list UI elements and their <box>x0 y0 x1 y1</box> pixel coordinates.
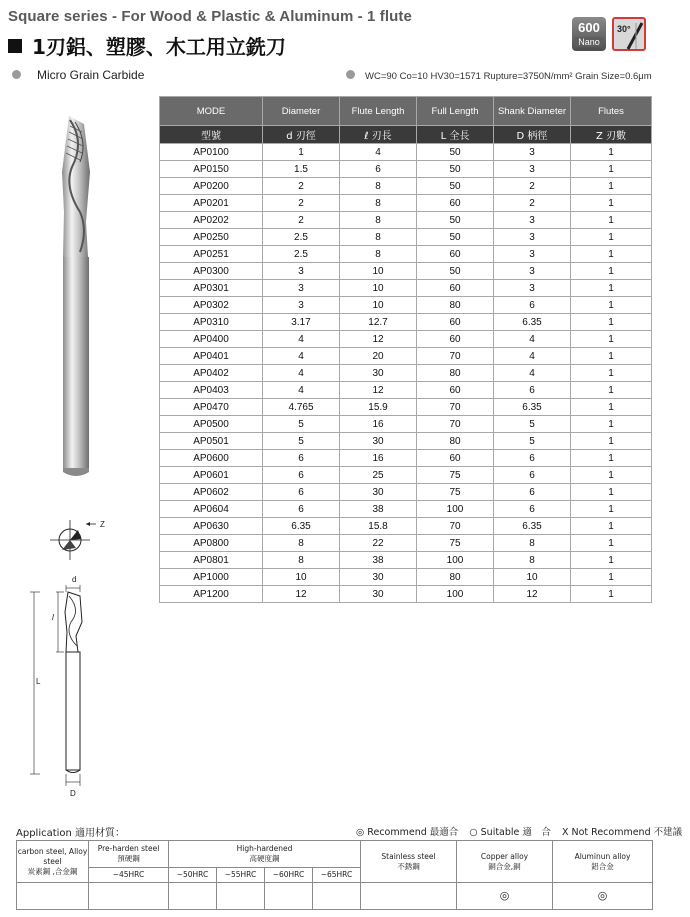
table-cell: 2.5 <box>263 246 340 263</box>
table-cell: 1 <box>571 280 652 297</box>
table-row <box>160 535 652 552</box>
table-cell: 1 <box>571 501 652 518</box>
material-header-row <box>17 841 653 868</box>
table-cell: 30 <box>340 433 417 450</box>
table-cell: 8 <box>263 535 340 552</box>
table-cell: AP0601 <box>160 467 263 484</box>
table-row <box>160 416 652 433</box>
table-row <box>160 314 652 331</box>
table-cell: 1 <box>571 212 652 229</box>
col-header-diameter-zh: d 刃徑 <box>263 126 340 144</box>
table-cell: AP0202 <box>160 212 263 229</box>
legend-suitable: ○ Suitable 適 合 <box>469 827 551 838</box>
hardness-55: ~55HRC <box>217 868 265 883</box>
table-cell: AP0301 <box>160 280 263 297</box>
col-header-flute-length: Flute Length <box>340 97 417 126</box>
material-carbon-steel: carbon steel, Alloy steel 炭素鋼 ,合金鋼 <box>17 841 89 883</box>
title-english: Square series - For Wood & Plastic & Aluminum - 1 flute <box>8 8 412 25</box>
table-cell: 1 <box>571 569 652 586</box>
specs-line <box>346 70 652 82</box>
table-cell: 3 <box>494 229 571 246</box>
hardness-65: ~65HRC <box>313 868 361 883</box>
table-cell: 6 <box>494 297 571 314</box>
table-cell: 6 <box>340 161 417 178</box>
rating-cell: ◎ <box>457 883 553 910</box>
table-cell: AP0400 <box>160 331 263 348</box>
material-high-hardened: High-hardened 高硬度鋼 <box>169 841 361 868</box>
table-cell: 2 <box>494 195 571 212</box>
table-cell: 4 <box>263 365 340 382</box>
table-cell: 3 <box>494 212 571 229</box>
table-cell: 1 <box>571 348 652 365</box>
table-cell: 1.5 <box>263 161 340 178</box>
table-row <box>160 450 652 467</box>
table-cell: 22 <box>340 535 417 552</box>
table-cell: AP1200 <box>160 586 263 603</box>
table-cell: 1 <box>571 518 652 535</box>
table-cell: 60 <box>417 280 494 297</box>
col-header-flute-length-zh: ℓ 刃長 <box>340 126 417 144</box>
table-cell: 6.35 <box>494 314 571 331</box>
table-cell: 1 <box>571 365 652 382</box>
application-table <box>16 840 653 910</box>
table-cell: 10 <box>263 569 340 586</box>
table-cell: 6 <box>494 484 571 501</box>
table-cell: 4 <box>494 365 571 382</box>
table-row <box>160 161 652 178</box>
table-cell: 6.35 <box>494 399 571 416</box>
col-header-full-length: Full Length <box>417 97 494 126</box>
table-cell: 80 <box>417 433 494 450</box>
table-row <box>160 144 652 161</box>
table-cell: 6.35 <box>263 518 340 535</box>
rating-cell <box>361 883 457 910</box>
col-header-shank-diameter-zh: D 柄徑 <box>494 126 571 144</box>
table-cell: 30 <box>340 586 417 603</box>
table-cell: 100 <box>417 501 494 518</box>
table-cell: 8 <box>340 178 417 195</box>
table-cell: AP0201 <box>160 195 263 212</box>
table-cell: 6 <box>494 467 571 484</box>
table-row <box>160 331 652 348</box>
table-row <box>160 569 652 586</box>
table-cell: 10 <box>340 263 417 280</box>
table-cell: 12 <box>263 586 340 603</box>
table-cell: 6 <box>494 450 571 467</box>
nano-value: 600 <box>578 20 600 35</box>
table-cell: 1 <box>571 161 652 178</box>
table-cell: 60 <box>417 331 494 348</box>
table-cell: 12.7 <box>340 314 417 331</box>
table-cell: AP0300 <box>160 263 263 280</box>
table-cell: 50 <box>417 229 494 246</box>
col-header-mode-zh: 型號 <box>160 126 263 144</box>
table-cell: 3 <box>494 144 571 161</box>
table-row <box>160 212 652 229</box>
rating-row <box>17 883 653 910</box>
table-cell: 3 <box>263 280 340 297</box>
table-row <box>160 382 652 399</box>
table-cell: 70 <box>417 348 494 365</box>
table-cell: 2.5 <box>263 229 340 246</box>
col-header-full-length-zh: L 全長 <box>417 126 494 144</box>
table-cell: 80 <box>417 569 494 586</box>
table-cell: 4 <box>263 348 340 365</box>
bullet-dot-icon <box>12 70 21 79</box>
rating-cell <box>17 883 89 910</box>
table-cell: 30 <box>340 484 417 501</box>
table-cell: 1 <box>571 246 652 263</box>
table-cell: AP0500 <box>160 416 263 433</box>
table-cell: 20 <box>340 348 417 365</box>
table-cell: 3 <box>263 297 340 314</box>
table-cell: 50 <box>417 144 494 161</box>
table-cell: AP0470 <box>160 399 263 416</box>
table-cell: 75 <box>417 484 494 501</box>
legend-recommend: ◎ Recommend 最適合 <box>356 827 459 838</box>
label-l: l <box>52 613 54 622</box>
table-cell: 6.35 <box>494 518 571 535</box>
table-row <box>160 348 652 365</box>
table-cell: 1 <box>571 144 652 161</box>
table-row <box>160 297 652 314</box>
table-row <box>160 365 652 382</box>
table-cell: 2 <box>263 178 340 195</box>
rating-cell <box>313 883 361 910</box>
col-header-diameter: Diameter <box>263 97 340 126</box>
table-cell: 1 <box>571 263 652 280</box>
table-cell: 1 <box>571 552 652 569</box>
table-cell: 5 <box>263 416 340 433</box>
table-cell: 3 <box>263 263 340 280</box>
table-cell: 3 <box>494 246 571 263</box>
table-header-row-en <box>160 97 652 126</box>
table-cell: 6 <box>263 484 340 501</box>
table-cell: AP0602 <box>160 484 263 501</box>
table-cell: 8 <box>340 246 417 263</box>
table-cell: 3 <box>494 161 571 178</box>
title-chinese <box>8 31 286 60</box>
table-cell: 70 <box>417 518 494 535</box>
table-cell: 8 <box>340 229 417 246</box>
table-cell: 2 <box>263 195 340 212</box>
table-cell: AP0150 <box>160 161 263 178</box>
table-cell: AP0600 <box>160 450 263 467</box>
table-header-row-zh <box>160 126 652 144</box>
col-header-flutes-zh: Z 刃數 <box>571 126 652 144</box>
table-row <box>160 229 652 246</box>
table-cell: 1 <box>571 433 652 450</box>
table-cell: 8 <box>340 212 417 229</box>
table-cell: 50 <box>417 178 494 195</box>
nano-label: Nano <box>575 37 603 47</box>
material-line <box>12 68 144 82</box>
label-d: d <box>72 575 77 584</box>
col-header-mode: MODE <box>160 97 263 126</box>
table-row <box>160 263 652 280</box>
legend-not-recommend: X Not Recommend 不建議 <box>561 827 683 838</box>
table-cell: 80 <box>417 365 494 382</box>
table-row <box>160 467 652 484</box>
hardness-45: ~45HRC <box>89 868 169 883</box>
table-cell: 1 <box>571 399 652 416</box>
table-cell: 50 <box>417 263 494 280</box>
table-cell: 30 <box>340 569 417 586</box>
table-row <box>160 552 652 569</box>
table-cell: 60 <box>417 382 494 399</box>
rating-cell <box>169 883 217 910</box>
table-cell: 6 <box>263 467 340 484</box>
material-pre-harden: Pre-harden steel 預硬鋼 <box>89 841 169 868</box>
table-cell: 2 <box>494 178 571 195</box>
table-cell: 15.9 <box>340 399 417 416</box>
table-cell: 50 <box>417 212 494 229</box>
table-cell: 1 <box>263 144 340 161</box>
table-cell: 4 <box>263 331 340 348</box>
table-cell: 2 <box>263 212 340 229</box>
table-cell: 6 <box>263 501 340 518</box>
table-cell: 8 <box>494 535 571 552</box>
end-mill-illustration <box>50 112 100 482</box>
table-cell: 10 <box>494 569 571 586</box>
table-cell: 70 <box>417 416 494 433</box>
table-cell: AP0302 <box>160 297 263 314</box>
spec-table <box>159 96 652 603</box>
table-row <box>160 518 652 535</box>
table-cell: AP0251 <box>160 246 263 263</box>
material-copper: Copper alloy 銅合金,銅 <box>457 841 553 883</box>
helix-angle-value: 30° <box>617 24 631 34</box>
table-cell: AP0630 <box>160 518 263 535</box>
table-cell: 38 <box>340 501 417 518</box>
table-cell: 1 <box>571 416 652 433</box>
table-cell: 4 <box>494 348 571 365</box>
table-cell: 5 <box>494 416 571 433</box>
title-chinese-text: 1刃鋁、塑膠、木工用立銑刀 <box>32 35 286 59</box>
table-cell: 6 <box>494 501 571 518</box>
table-row <box>160 433 652 450</box>
label-L: L <box>36 677 41 686</box>
table-cell: 8 <box>494 552 571 569</box>
table-cell: AP0250 <box>160 229 263 246</box>
table-cell: 6 <box>263 450 340 467</box>
table-row <box>160 246 652 263</box>
table-cell: 1 <box>571 535 652 552</box>
table-cell: 1 <box>571 450 652 467</box>
table-cell: 12 <box>340 331 417 348</box>
label-D: D <box>70 789 76 798</box>
table-cell: 75 <box>417 467 494 484</box>
table-cell: 70 <box>417 399 494 416</box>
table-cell: 1 <box>571 229 652 246</box>
label-z: Z <box>100 520 105 529</box>
table-cell: AP0402 <box>160 365 263 382</box>
col-header-shank-diameter: Shank Diameter <box>494 97 571 126</box>
table-cell: 1 <box>571 331 652 348</box>
nano-grade-badge <box>572 17 606 51</box>
dimension-diagram <box>28 512 138 802</box>
table-cell: 4 <box>263 382 340 399</box>
helix-angle-icon <box>614 19 648 53</box>
table-cell: AP0604 <box>160 501 263 518</box>
material-stainless: Stainless steel 不銹鋼 <box>361 841 457 883</box>
table-cell: 1 <box>571 195 652 212</box>
table-cell: AP0403 <box>160 382 263 399</box>
table-cell: 80 <box>417 297 494 314</box>
table-cell: AP0401 <box>160 348 263 365</box>
table-cell: AP0501 <box>160 433 263 450</box>
hardness-50: ~50HRC <box>169 868 217 883</box>
material-text: Micro Grain Carbide <box>37 68 145 82</box>
table-row <box>160 501 652 518</box>
table-row <box>160 195 652 212</box>
table-cell: 1 <box>571 484 652 501</box>
table-cell: 1 <box>571 586 652 603</box>
table-cell: 30 <box>340 365 417 382</box>
table-cell: 1 <box>571 178 652 195</box>
table-row <box>160 586 652 603</box>
table-cell: AP0801 <box>160 552 263 569</box>
table-cell: 60 <box>417 246 494 263</box>
table-cell: 6 <box>494 382 571 399</box>
rating-cell <box>217 883 265 910</box>
table-cell: AP0800 <box>160 535 263 552</box>
table-cell: 10 <box>340 297 417 314</box>
table-row <box>160 280 652 297</box>
table-cell: 3 <box>494 263 571 280</box>
table-cell: 1 <box>571 467 652 484</box>
table-cell: 60 <box>417 195 494 212</box>
table-cell: 3.17 <box>263 314 340 331</box>
table-cell: 5 <box>263 433 340 450</box>
col-header-flutes: Flutes <box>571 97 652 126</box>
material-aluminum: Aluminun alloy 鋁合金 <box>553 841 653 883</box>
table-cell: 60 <box>417 450 494 467</box>
table-cell: 50 <box>417 161 494 178</box>
table-row <box>160 484 652 501</box>
table-cell: 12 <box>494 586 571 603</box>
table-cell: 4 <box>494 331 571 348</box>
table-cell: 1 <box>571 382 652 399</box>
table-cell: 25 <box>340 467 417 484</box>
table-cell: 12 <box>340 382 417 399</box>
table-cell: 4.765 <box>263 399 340 416</box>
helix-angle-badge <box>612 17 646 51</box>
table-cell: 8 <box>263 552 340 569</box>
table-cell: AP1000 <box>160 569 263 586</box>
hardness-60: ~60HRC <box>265 868 313 883</box>
table-cell: 75 <box>417 535 494 552</box>
table-cell: AP0100 <box>160 144 263 161</box>
table-cell: 8 <box>340 195 417 212</box>
table-cell: 100 <box>417 586 494 603</box>
table-cell: 5 <box>494 433 571 450</box>
table-cell: 4 <box>340 144 417 161</box>
specs-text: WC=90 Co=10 HV30=1571 Rupture=3750N/mm² Grain Size=0.6μm <box>365 71 652 82</box>
application-label: Application 適用材質： <box>16 828 126 839</box>
table-cell: 16 <box>340 450 417 467</box>
table-cell: AP0200 <box>160 178 263 195</box>
table-cell: 1 <box>571 314 652 331</box>
table-cell: 3 <box>494 280 571 297</box>
rating-cell <box>89 883 169 910</box>
bullet-dot-icon <box>346 70 355 79</box>
table-cell: 1 <box>571 297 652 314</box>
table-cell: 15.8 <box>340 518 417 535</box>
square-bullet-icon <box>8 39 22 53</box>
table-cell: 60 <box>417 314 494 331</box>
table-cell: 38 <box>340 552 417 569</box>
rating-cell <box>265 883 313 910</box>
table-cell: 10 <box>340 280 417 297</box>
table-row <box>160 399 652 416</box>
rating-cell: ◎ <box>553 883 653 910</box>
table-cell: 100 <box>417 552 494 569</box>
table-cell: AP0310 <box>160 314 263 331</box>
rating-legend <box>356 824 690 838</box>
table-cell: 16 <box>340 416 417 433</box>
table-row <box>160 178 652 195</box>
